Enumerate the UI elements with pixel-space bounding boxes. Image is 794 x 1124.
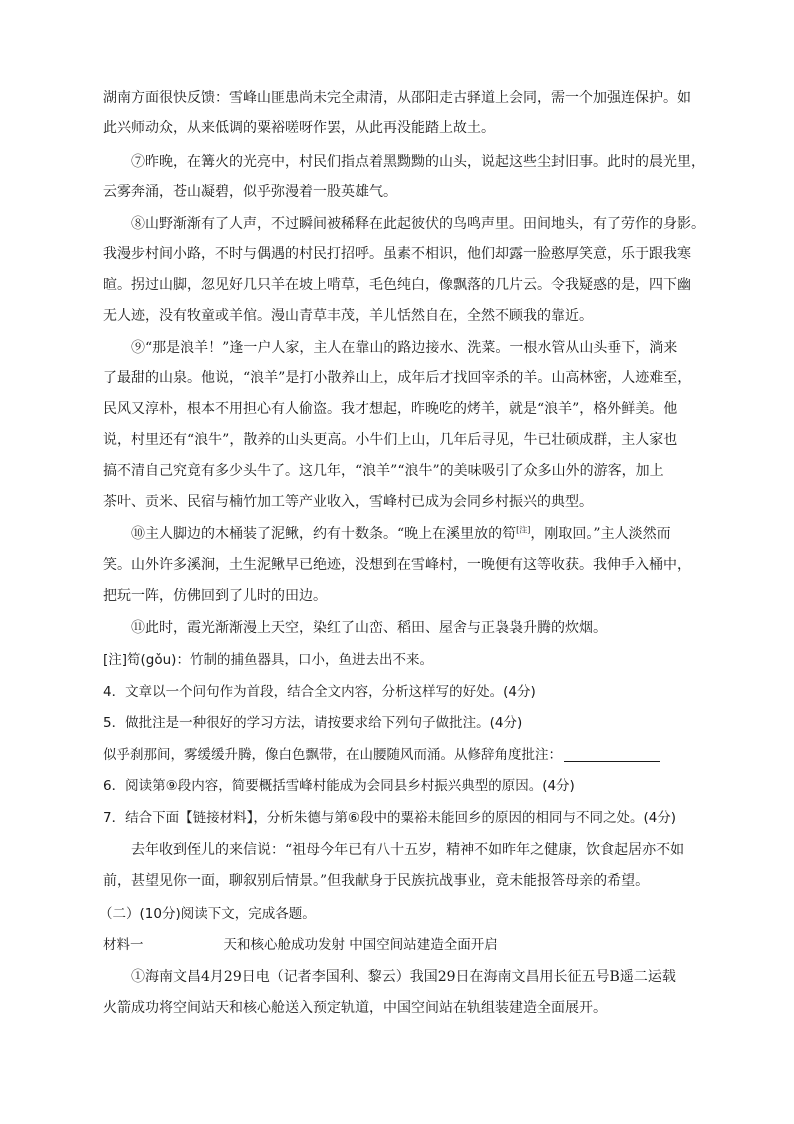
paragraph-line: 搞不清自己究竟有多少头牛了。这几年，“浪羊”“浪牛”的美味吸引了众多山外的游客，加上 [103, 463, 664, 479]
paragraph-line: 无人迹，没有牧童或羊倌。漫山青草丰茂，羊儿恬然自在，全然不顾我的靠近。 [103, 308, 593, 324]
question-4: 4．文章以一个问句作为首段，结合全文内容，分析这样写的好处。(4分) [103, 684, 536, 700]
paragraph-line: 我漫步村间小路，不时与偶遇的村民打招呼。虽素不相识，他们却露一脸憨厚笑意，乐于跟我寒 [103, 246, 691, 262]
paragraph-line: 笑。山外许多溪涧，土生泥鳅早已绝迹，没想到在雪峰村，一晚便有这等收获。我伸手入桶中， [103, 557, 691, 573]
footnote-mark: [注] [516, 525, 531, 535]
question-6: 6．阅读第⑨段内容，简要概括雪峰村能成为会同县乡村振兴典型的原因。(4分) [103, 778, 575, 794]
paragraph-10-line [131, 524, 725, 544]
paragraph-9-line: ⑨“那是浪羊！”逢一户人家，主人在靠山的路边接水、洗菜。一根水管从山头垂下，淌来 [131, 340, 678, 356]
question-7: 7．结合下面【链接材料】，分析朱德与第⑥段中的粟裕未能回乡的原因的相同与不同之处。(4分) [103, 810, 677, 826]
question-5: 5．做批注是一种很好的学习方法，请按要求给下列句子做批注。(4分) [103, 715, 523, 731]
material-label: 材料一 [103, 937, 144, 953]
linked-material-line: 去年收到侄儿的来信说：“祖母今年已有八十五岁，精神不如昨年之健康，饮食起居亦不如 [131, 842, 685, 858]
question-5-sentence [103, 745, 697, 765]
material-one-line [103, 935, 697, 955]
paragraph-line: 火箭成功将空间站天和核心舱送入预定轨道，中国空间站在轨组装建造全面展开。 [103, 1000, 607, 1016]
sentence-text: 似乎刹那间，雾缓缓升腾，像白色飘带，在山腰随风而涌。从修辞角度批注： [103, 747, 562, 763]
paragraph-line: 了最甜的山泉。他说，“浪羊”是打小散养山上，成年后才找回宰杀的羊。山高林密，人迹难至， [103, 370, 692, 386]
paragraph-line: 此兴师动众，从来低调的粟裕嗟呀作罢，从此再没能踏上故土。 [103, 120, 495, 136]
paragraph-11-line: ⑪此时，霞光渐渐漫上天空，染红了山峦、稻田、屋舍与正袅袅升腾的炊烟。 [131, 620, 607, 636]
paragraph-line: 把玩一阵，仿佛回到了儿时的田边。 [103, 588, 327, 604]
paragraph-line: 茶叶、贡米、民宿与楠竹加工等产业收入，雪峰村已成为会同乡村振兴的典型。 [103, 494, 593, 510]
footnote: [注]笱(gǒu)：竹制的捕鱼器具，口小，鱼进去出不来。 [103, 652, 433, 668]
paragraph-line: 暄。拐过山脚，忽见好几只羊在坡上啃草，毛色纯白，像飘落的几片云。令我疑惑的是，四下幽 [103, 277, 691, 293]
section-two-heading: （二）(10分)阅读下文，完成各题。 [99, 906, 316, 922]
paragraph-8-line: ⑧山野渐渐有了人声，不过瞬间被稀释在此起彼伏的鸟鸣声里。田间地头，有了劳作的身影。 [131, 216, 705, 232]
material-paragraph-1-line: ①海南文昌4月29日电（记者李国利、黎云）我国29日在海南文昌用长征五号B遥二运载 [131, 969, 676, 985]
answer-blank[interactable] [564, 747, 660, 762]
paragraph-7-line: ⑦昨晚，在篝火的光亮中，村民们指点着黑黝黝的山头，说起这些尘封旧事。此时的晨光里， [131, 154, 705, 170]
paragraph-line: 湖南方面很快反馈：雪峰山匪患尚未完全肃清，从邵阳走古驿道上会同，需一个加强连保护。如 [103, 90, 691, 106]
paragraph-line: 民风又淳朴，根本不用担心有人偷盗。我才想起，昨晚吃的烤羊，就是“浪羊”，格外鲜美。他 [103, 401, 678, 417]
material-title: 天和核心舱成功发射 中国空间站建造全面开启 [223, 937, 498, 953]
paragraph-text: ⑩主人脚边的木桶装了泥鳅，约有十数条。“晚上在溪里放的笱 [131, 526, 517, 542]
linked-material-line: 前，甚望见你一面，聊叙别后情景。”但我献身于民族抗战事业，竟未能报答母亲的希望。 [103, 873, 650, 889]
paragraph-line: 云雾奔涌，苍山凝碧，似乎弥漫着一股英雄气。 [103, 184, 397, 200]
paragraph-line: 说，村里还有“浪牛”，散养的山头更高。小牛们上山，几年后寻见，牛已壮硕成群，主人家也 [103, 432, 678, 448]
paragraph-text: ，刚取回。”主人淡然而 [530, 526, 671, 542]
